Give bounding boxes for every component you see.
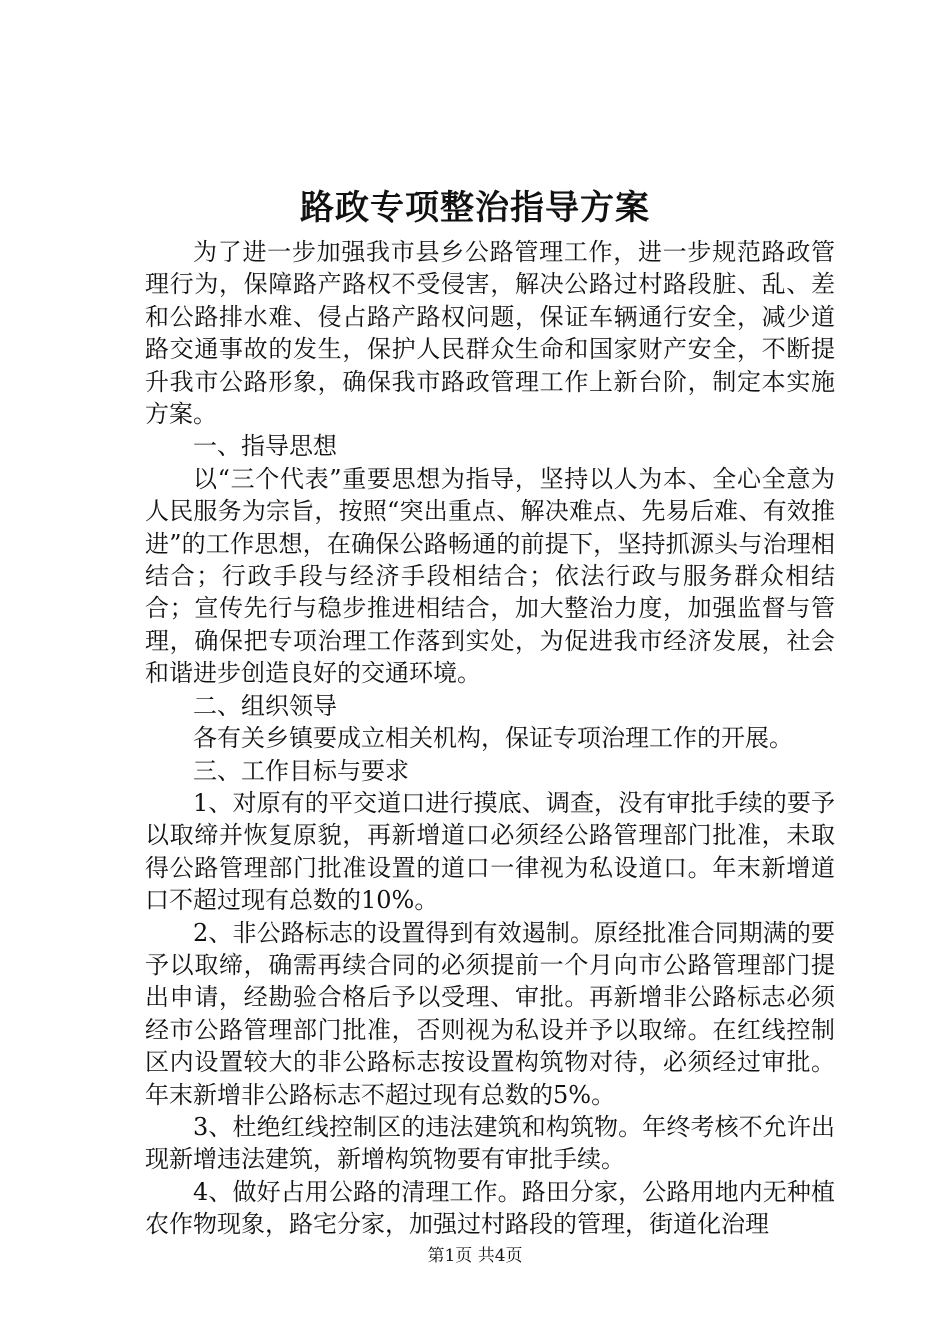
intro-paragraph: 为了进一步加强我市县乡公路管理工作，进一步规范路政管理行为，保障路产路权不受侵害，解决公路过村路段脏、乱、差和公路排水难、侵占路产路权问题，保证车辆通行安全，减少道路交通事故的发生，保护人民群众生命和国家财产安全，不断提升我市公路形象，确保我市路政管理工作上新台阶，制定本实施方案。 [145,238,835,429]
document-title: 路政专项整治指导方案 [300,188,650,228]
guiding-thought-paragraph: 以“三个代表”重要思想为指导，坚持以人为本、全心全意为人民服务为宗旨，按照“突出重点、解决难点、先易后难、有效推进”的工作思想，在确保公路畅通的前提下，坚持抓源头与治理相结合；行政手段与经济手段相结合；依法行政与服务群众相结合；宣传先行与稳步推进相结合，加大整治力度，加强监督与管理，确保把专项治理工作落到实处，为促进我市经济发展，社会和谐进步创造良好的交通环境。 [145,464,835,688]
section-heading-organization: 二、组织领导 [193,691,337,720]
section-heading-guiding-thought: 一、指导思想 [193,432,337,461]
section-heading-goals: 三、工作目标与要求 [193,756,409,785]
goal-item-3: 3、杜绝红线控制区的违法建筑和构筑物。年终考核不允许出现新增违法建筑，新增构筑物要有审批手续。 [145,1112,835,1174]
document-body [145,236,835,1241]
page-number-footer: 第1页 共4页 [427,1246,523,1266]
goal-item-4: 4、做好占用公路的清理工作。路田分家，公路用地内无种植农作物现象，路宅分家，加强过村路段的管理，街道化治理 [145,1177,835,1239]
organization-paragraph: 各有关乡镇要成立相关机构，保证专项治理工作的开展。 [193,724,793,753]
goal-item-1: 1、对原有的平交道口进行摸底、调查，没有审批手续的要予以取缔并恢复原貌，再新增道口必须经公路管理部门批准，未取得公路管理部门批准设置的道口一律视为私设道口。年末新增道口不超过现有总数的10%。 [145,788,835,915]
goal-item-2: 2、非公路标志的设置得到有效遏制。原经批准合同期满的要予以取缔，确需再续合同的必须提前一个月向市公路管理部门提出申请，经勘验合格后予以受理、审批。再新增非公路标志必须经市公路管理部门批准，否则视为私设并予以取缔。在红线控制区内设置较大的非公路标志按设置构筑物对待，必须经过审批。年末新增非公路标志不超过现有总数的5%。 [145,918,835,1109]
